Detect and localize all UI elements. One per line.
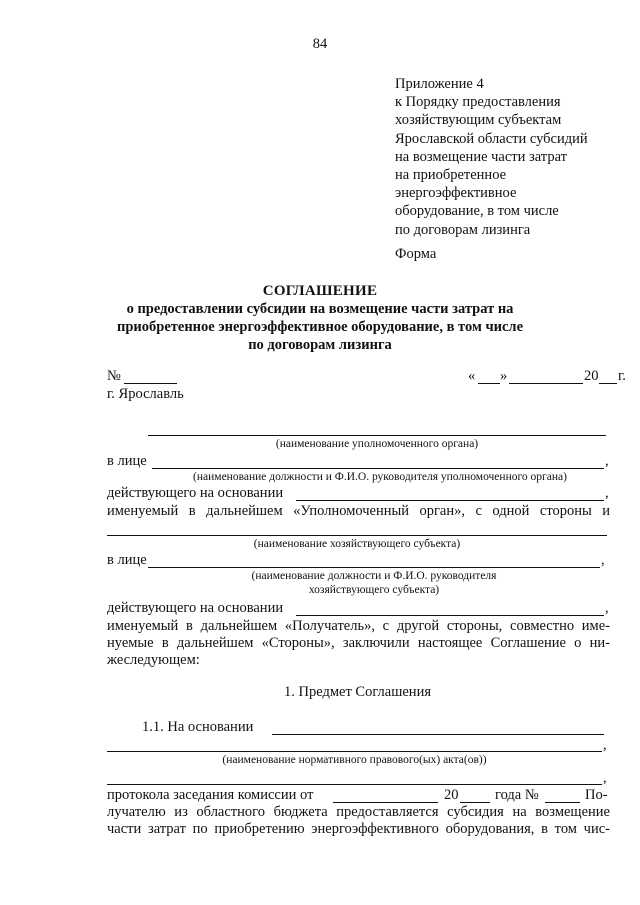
subject-basis-field[interactable]	[296, 615, 604, 616]
date-close-quote: »	[500, 368, 508, 384]
form-label: Форма	[395, 246, 437, 262]
appendix-line: оборудование, в том числе	[395, 203, 559, 220]
authority-name-field[interactable]	[148, 435, 606, 436]
document-title	[0, 282, 640, 354]
protocol-date-field[interactable]	[333, 802, 438, 803]
appendix-line: Ярославской области субсидий	[395, 130, 588, 147]
hint-head-authority: (наименование должности и Ф.И.О. руководителя уполномоченного органа)	[193, 471, 567, 483]
city-label: г. Ярославль	[107, 386, 184, 402]
named-recipient-text: жеследующем:	[107, 652, 200, 668]
clause-body: части затрат по приобретению энергоэффективного оборудования, в том чис-	[107, 821, 610, 837]
in-person-label: в лице	[107, 453, 147, 469]
acts-name-field-2[interactable]	[107, 784, 602, 785]
subject-head-field[interactable]	[148, 567, 600, 568]
clause-basis-field[interactable]	[272, 734, 604, 735]
title-sub-line: по договорам лизинга	[248, 337, 392, 353]
appendix-line: Приложение 4	[395, 76, 484, 92]
date-year-suffix: г.	[618, 368, 626, 384]
comma: ,	[603, 737, 607, 753]
date-day-field[interactable]	[478, 383, 500, 384]
in-person-label: в лице	[107, 552, 147, 568]
authority-basis-field[interactable]	[296, 500, 604, 501]
protocol-text: года №	[495, 787, 539, 803]
protocol-text: По-	[585, 787, 608, 803]
comma: ,	[601, 552, 605, 568]
number-label: №	[107, 368, 121, 384]
appendix-line: к Порядку предоставления	[395, 94, 561, 111]
section-heading: 1. Предмет Соглашения	[283, 684, 431, 700]
hint-authority: (наименование уполномоченного органа)	[275, 438, 479, 450]
protocol-year-prefix: 20	[444, 787, 459, 803]
comma: ,	[605, 600, 609, 616]
date-year-prefix: 20	[584, 368, 599, 384]
date-open-quote: «	[468, 368, 476, 384]
acting-basis-label: действующего на основании	[107, 600, 284, 616]
authority-head-field[interactable]	[152, 468, 604, 469]
title-main: СОГЛАШЕНИЕ	[262, 283, 378, 299]
named-recipient-text: нуемые в дальнейшем «Стороны», заключили настоящее Соглашение о ни-	[107, 635, 610, 651]
named-recipient-text: именуемый в дальнейшем «Получатель», с другой стороны, совместно име-	[107, 618, 610, 634]
acts-name-field[interactable]	[107, 751, 602, 752]
appendix-block	[395, 75, 625, 239]
named-authority-text: именуемый в дальнейшем «Уполномоченный орган», с одной стороны и	[107, 503, 610, 519]
protocol-year-field[interactable]	[460, 802, 490, 803]
appendix-line: хозяйствующим субъектам	[395, 112, 562, 129]
title-sub-line: приобретенное энергоэффективное оборудование, в том числе	[117, 319, 523, 335]
number-field[interactable]	[124, 383, 177, 384]
protocol-text: протокола заседания комиссии от	[107, 787, 314, 803]
appendix-line: на приобретенное	[395, 167, 507, 184]
comma: ,	[603, 770, 607, 786]
hint-subject: (наименование хозяйствующего субъекта)	[253, 538, 461, 550]
title-sub-line: о предоставлении субсидии на возмещение части затрат на	[126, 301, 514, 317]
date-month-field[interactable]	[509, 383, 583, 384]
hint-head-subject: хозяйствующего субъекта)	[308, 584, 440, 596]
appendix-line: на возмещение части затрат	[395, 148, 567, 165]
hint-head-subject: (наименование должности и Ф.И.О. руководителя	[251, 570, 497, 582]
clause-prefix: 1.1. На основании	[142, 719, 254, 735]
comma: ,	[605, 453, 609, 469]
acting-basis-label: действующего на основании	[107, 485, 284, 501]
appendix-line: по договорам лизинга	[395, 221, 531, 238]
date-year-field[interactable]	[599, 383, 617, 384]
subject-name-field[interactable]	[107, 535, 607, 536]
appendix-line: энергоэффективное	[395, 185, 517, 202]
protocol-number-field[interactable]	[545, 802, 580, 803]
hint-acts: (наименование нормативного правового(ых) акта(ов))	[222, 754, 487, 766]
page-number: 84	[312, 36, 328, 52]
comma: ,	[605, 485, 609, 501]
clause-body: лучателю из областного бюджета предоставляется субсидия на возмещение	[107, 804, 610, 820]
